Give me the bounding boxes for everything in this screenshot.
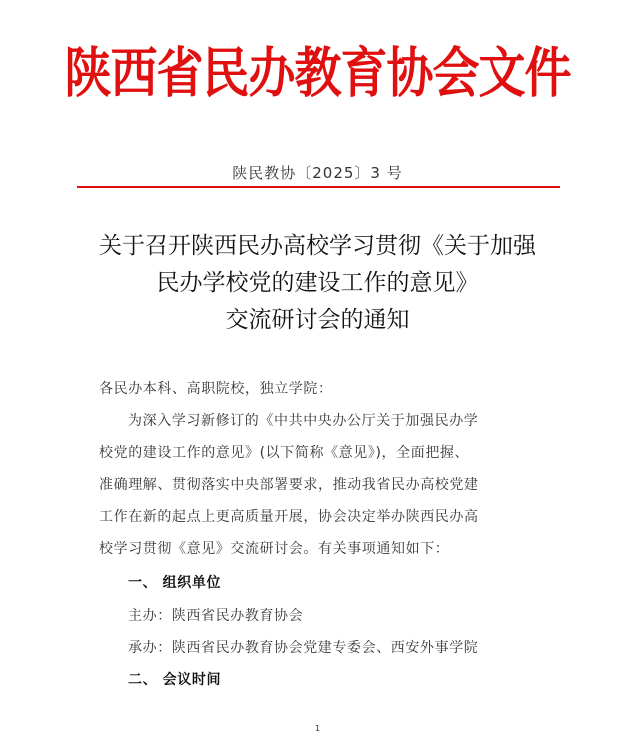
co-organizer-line: 承办：陕西省民办教育协会党建专委会、西安外事学院 [128, 640, 479, 656]
red-divider [77, 186, 560, 188]
section-heading: 二、 会议时间 [128, 672, 222, 688]
paragraph-line: 校学习贯彻《意见》交流研讨会。有关事项通知如下： [99, 541, 450, 557]
masthead-title: 陕西省民办教育协会文件 [64, 41, 571, 106]
title-line: 民办学校党的建设工作的意见》 [156, 270, 479, 296]
paragraph-line: 校党的建设工作的意见》(以下简称《意见》)，全面把握、 [99, 445, 470, 461]
title-line: 关于召开陕西民办高校学习贯彻《关于加强 [99, 233, 536, 259]
document-number: 陕民教协〔2025〕3 号 [232, 164, 403, 182]
page-number: 1 [314, 724, 321, 733]
organizer-line: 主办：陕西省民办教育协会 [128, 608, 304, 624]
section-heading: 一、 组织单位 [128, 575, 222, 591]
paragraph-line: 工作在新的起点上更高质量开展，协会决定举办陕西民办高 [99, 509, 479, 525]
paragraph-line: 准确理解、贯彻落实中央部署要求，推动我省民办高校党建 [99, 477, 479, 493]
notice-title [70, 228, 565, 339]
paragraph-line: 为深入学习新修订的《中共中央办公厅关于加强民办学 [128, 413, 479, 429]
title-line: 交流研讨会的通知 [225, 307, 410, 333]
salutation: 各民办本科、高职院校，独立学院： [99, 381, 333, 397]
